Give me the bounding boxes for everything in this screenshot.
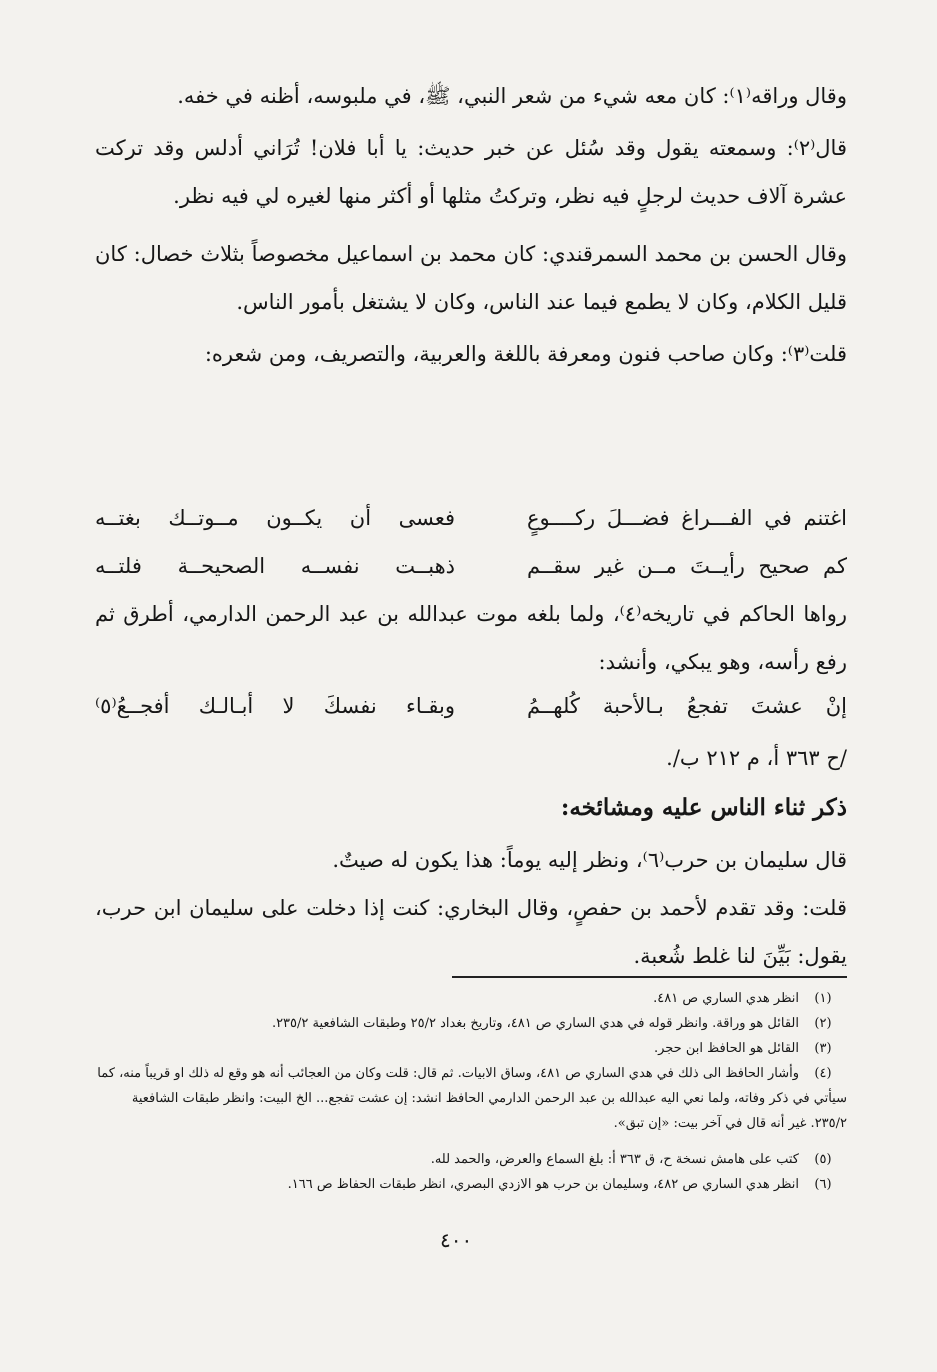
footnote-number: (٢) [814, 1016, 832, 1031]
paragraph-6: /ح ٣٦٣ أ، م ٢١٢ ب/. [666, 746, 847, 770]
main-text-middle [95, 590, 847, 686]
footnote-6 [95, 1172, 847, 1197]
footnote-text: وأشار الحافظ الى ذلك في هدي الساري ص ٤٨١، وساق الابيات. ثم قال: قلت وكان من العجائب أنه هو وقع له ذلك او قريباً منه، كما سيأتي في ذكر وفاته، ولما نعي اليه عبدالله بن عبد الرحمن الدارمي الحافظ انشد: إن عشت تفجع... الخ البيت: وانظر طبقات الشافعية ٢٣٥/٢. غير أنه قال في آخر بيت: «إن تبق». [97, 1066, 847, 1131]
verse-line-2 [95, 544, 847, 588]
footnote-number: (٦) [814, 1177, 832, 1192]
footnote-3 [95, 1036, 847, 1061]
footnote-text: كتب على هامش نسخة ح، ق ٣٦٣ أ: بلغ السماع والعرض، والحمد لله. [430, 1152, 799, 1167]
paragraph-1: وقال وراقه⁽١⁾: كان معه شيء من شعر النبي، ﷺ، في ملبوسه، أظنه في خفه. [177, 84, 847, 108]
footnote-text: القائل هو وراقة. وانظر قوله في هدي الساري ص ٤٨١، وتاريخ بغداد ٢٥/٢ وطبقات الشافعية ٢٣٥/٢. [271, 1016, 799, 1031]
footnote-number: (٤) [814, 1066, 832, 1081]
footnote-number: (٣) [814, 1041, 832, 1056]
verse-3-second-hemistich: وبقـاء نفسكَ لا أبـالـك أفجــعُ⁽٥⁾ [95, 694, 455, 718]
footnote-text: انظر هدي الساري ص ٤٨٢، وسليمان بن حرب هو الازدي البصري، انظر طبقات الحفاظ ص ١٦٦. [287, 1177, 799, 1192]
manuscript-reference [95, 734, 847, 782]
footnote-text: القائل هو الحافظ ابن حجر. [653, 1041, 799, 1056]
verse-3-first-hemistich: إنْ عشتَ تفجعُ بـالأحبة كُلهــمُ [527, 694, 847, 718]
paragraph-5: رواها الحاكم في تاريخه⁽٤⁾، ولما بلغه موت عبدالله بن عبد الرحمن الدارمي، أطرق ثم رفع رأسه، وهو يبكي، وأنشد: [95, 602, 847, 674]
main-text-top [95, 72, 847, 378]
footnote-5 [95, 1147, 847, 1172]
footnote-2 [95, 1011, 847, 1036]
paragraph-3: وقال الحسن بن محمد السمرقندي: كان محمد بن اسماعيل مخصوصاً بثلاث خصال: كان قليل الكلام، وكان لا يطمع فيما عند الناس، وكان لا يشتغل بأمور الناس. [95, 242, 847, 314]
footnote-number: (١) [814, 991, 832, 1006]
verse-1-second-hemistich: فعسى أن يكــون مــوتــك بغتــه [95, 506, 455, 530]
footnote-1 [95, 986, 847, 1011]
verse-2-second-hemistich: ذهبــت نفســه الصحيحــة فلتــه [95, 554, 455, 578]
footnote-number: (٥) [814, 1152, 832, 1167]
footnote-separator [452, 976, 847, 978]
main-text-bottom [95, 836, 847, 980]
verse-line-1 [95, 496, 847, 540]
verse-1-first-hemistich: اغتنم في الفـــراغ فضـــلَ ركــــوعٍ [527, 506, 847, 530]
paragraph-4: قلت⁽٣⁾: وكان صاحب فنون ومعرفة باللغة والعربية، والتصريف، ومن شعره: [204, 342, 847, 366]
paragraph-2: قال⁽٢⁾: وسمعته يقول وقد سُئل عن خبر حديث: يا أبا فلان! تُرَاني أدلس وقد تركت عشرة آلاف حديث لرجلٍ فيه نظر، وتركتُ مثلها أو أكثر منها لغيره لي فيه نظر. [95, 136, 847, 208]
verse-2-first-hemistich: كم صحيح رأيــتَ مــن غير سقــم [527, 554, 847, 578]
footnote-text: انظر هدي الساري ص ٤٨١. [653, 991, 799, 1006]
verse-line-3 [95, 684, 847, 728]
section-heading: ذكر ثناء الناس عليه ومشائخه: [560, 794, 847, 821]
paragraph-8: قلت: وقد تقدم لأحمد بن حفصٍ، وقال البخاري: كنت إذا دخلت على سليمان ابن حرب، يقول: بَيِّنَ لنا غلط شُعبة. [95, 896, 847, 968]
page-number: ٤٠٠ [440, 1228, 473, 1252]
footnote-4 [95, 1061, 847, 1136]
paragraph-7: قال سليمان بن حرب⁽٦⁾، ونظر إليه يوماً: هذا يكون له صيتٌ. [332, 848, 847, 872]
